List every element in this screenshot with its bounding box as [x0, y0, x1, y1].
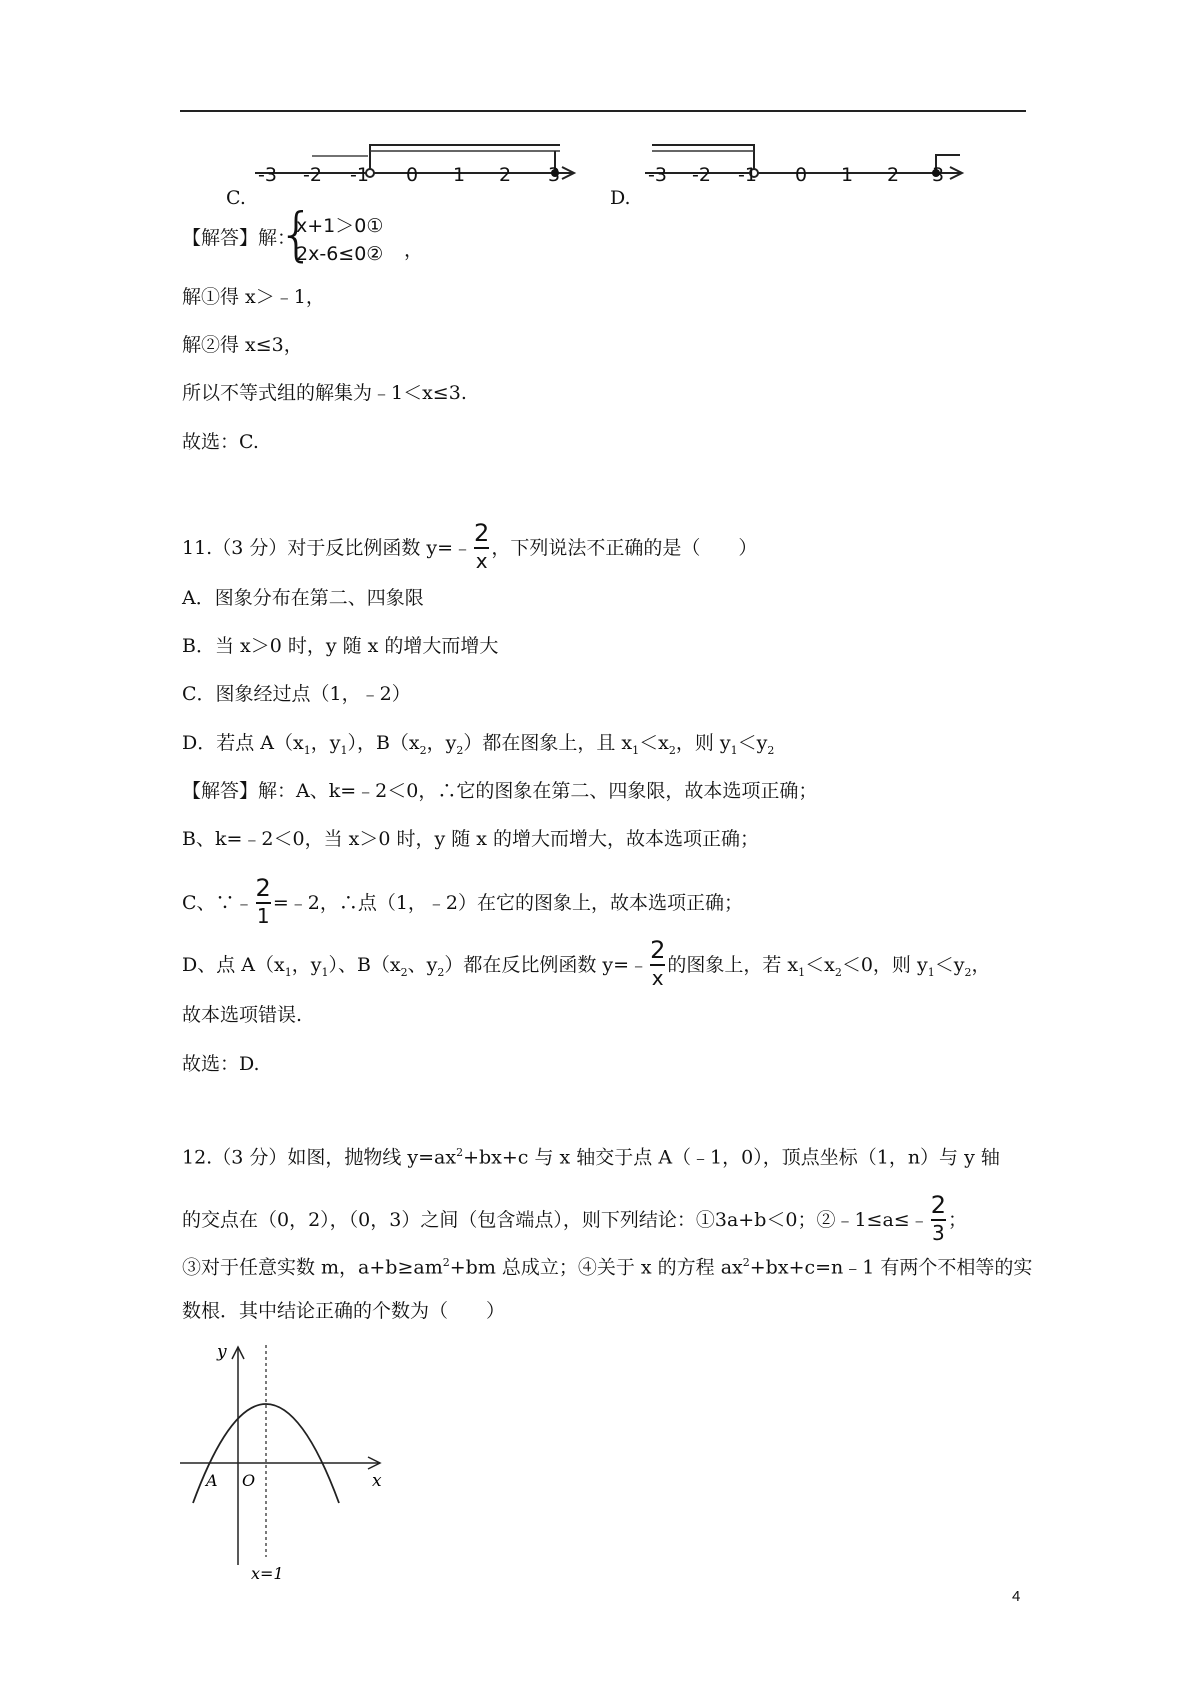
tick-label: 2: [887, 164, 900, 186]
q11-answer-a: 【解答】解：A、k=﹣2＜0，∴它的图象在第二、四象限，故本选项正确；: [182, 780, 818, 802]
tick-label: 1: [453, 164, 466, 186]
tick-label: 2: [499, 164, 512, 186]
q11-stem-text: ，下列说法不正确的是（ ）: [491, 537, 758, 559]
tick-label: 3: [932, 164, 945, 186]
q10-answer-header: 【解答】解：: [182, 227, 297, 249]
q11-stem-text: 11.（3 分）对于反比例函数 y=﹣: [182, 537, 473, 559]
fraction: $\frac{2}{3}$: [930, 1191, 946, 1245]
option-d-label: D.: [610, 187, 631, 209]
q10-choice: 故选：C.: [182, 431, 259, 453]
origin-label: O: [242, 1471, 256, 1490]
q11-stem: [182, 520, 757, 572]
fraction: [474, 520, 489, 572]
system-brace: {: [278, 200, 315, 268]
parabola-figure: [175, 1335, 405, 1585]
q12-line-1: 12.（3 分）如图，抛物线 $y=ax^2+bx+c$ 与 x 轴交于点 A（﹣1，0），顶点坐标（1，n）与 y 轴: [182, 1146, 1000, 1169]
system-comma: ，: [404, 239, 424, 261]
point-a-label: A: [206, 1471, 218, 1490]
x-axis-label: x: [372, 1471, 382, 1491]
tick-label: -1: [350, 164, 369, 186]
system-line-2: 2x-6≤0②: [296, 243, 384, 265]
option-c-label: C.: [226, 187, 246, 209]
q10-step-2: 解②得 x≤3，: [182, 334, 303, 356]
fraction-denominator: x: [475, 549, 488, 573]
symmetry-axis-label: x=1: [251, 1564, 284, 1583]
q11-option-b: B．当 x＞0 时，y 随 x 的增大而增大: [182, 635, 499, 657]
q11-option-d: D．若点 $A(x_1$，$y_1$），$B(x_2$，$y_2$）都在图象上，且 $x_1<x_2$，则 $y_1<y_2$: [182, 732, 775, 757]
q11-answer-d: D、点 $A(x_1$，$y_1$）、$B(x_2$、$y_2$）都在反比例函数 y=﹣ $\frac{2}{x}$ 的图象上，若 $x_1<x_2<0$，则 $y_1<y_2$，: [182, 936, 991, 990]
tick-label: -3: [648, 164, 667, 186]
tick-label: -1: [738, 164, 757, 186]
q12-line-4: 数根．其中结论正确的个数为（ ）: [182, 1300, 506, 1322]
q11-answer-c: C、∵﹣ $\frac{2}{1}$ =﹣2，∴点（1，﹣2）在它的图象上，故本选项正确；: [182, 874, 744, 928]
system-line-1: x+1＞0①: [296, 215, 384, 237]
q11-answer-d-end: 故本选项错误.: [182, 1004, 303, 1026]
page-number: 4: [1012, 1588, 1021, 1605]
q11-option-a: A．图象分布在第二、四象限: [182, 587, 424, 609]
q10-step-3: 所以不等式组的解集为﹣1＜x≤3.: [182, 382, 467, 404]
q12-line-2: 的交点在（0，2），（0，3）之间（包含端点），则下列结论：①3a+b＜0；②﹣1≤a≤﹣ $\frac{2}{3}$ ；: [182, 1191, 967, 1245]
fraction: $\frac{2}{x}$: [650, 936, 666, 990]
tick-label: 0: [795, 164, 808, 186]
number-line-c: [250, 140, 590, 200]
tick-label: 3: [548, 164, 561, 186]
tick-label: -2: [692, 164, 711, 186]
q11-choice: 故选：D.: [182, 1053, 260, 1075]
q11-answer-b: B、k=﹣2＜0，当 x＞0 时，y 随 x 的增大而增大，故本选项正确；: [182, 828, 760, 850]
fraction: $\frac{2}{1}$: [255, 874, 271, 928]
tick-label: 1: [841, 164, 854, 186]
q10-step-1: 解①得 x＞﹣1，: [182, 286, 325, 308]
tick-label: 0: [406, 164, 419, 186]
fraction-numerator: 2: [474, 519, 490, 547]
header-rule: [180, 110, 1026, 112]
q12-line-3: ③对于任意实数 m，$a+b\ge am^2+bm$ 总成立；④关于 x 的方程 $ax^2+bx+c=n﹣1$ 有两个不相等的实: [182, 1256, 1033, 1279]
tick-label: -2: [303, 164, 322, 186]
y-axis-label: y: [217, 1342, 227, 1362]
tick-label: -3: [258, 164, 277, 186]
q11-option-c: C．图象经过点（1，﹣2）: [182, 683, 411, 705]
